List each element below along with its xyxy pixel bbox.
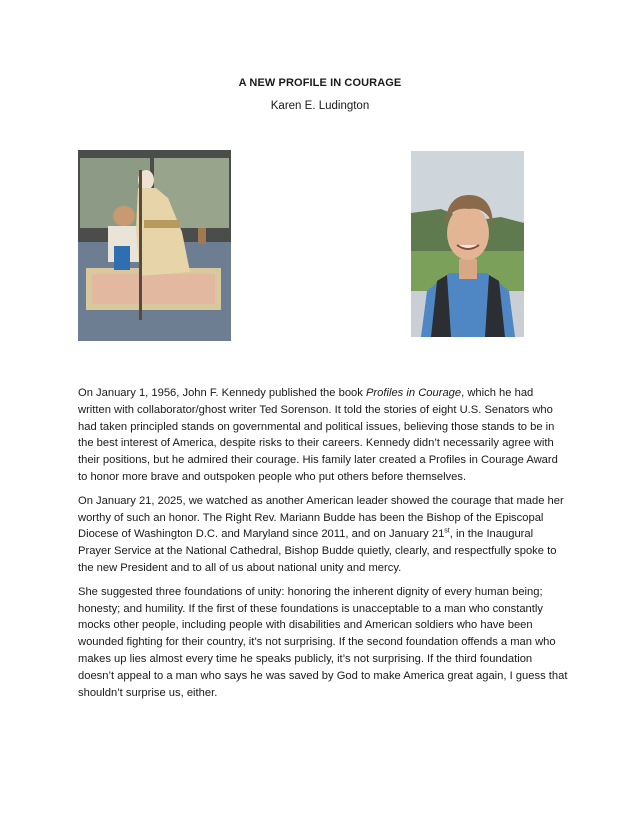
bishop-with-child-photo [78,150,231,341]
ordinal-superscript: st [444,527,450,535]
paragraph-3: She suggested three foundations of unity: honoring the inherent dignity of every human being; honesty; and humility. If the first of these foundations is unacceptable to a man who constantly mocks other people, including people with disabilities and American soldiers who have been wounded fighting for their country, it’s not surprising. If the second foundation offends a man who makes up lies almost every time he speaks publicly, it’s not surprising. If the third foundation doesn’t appeal to a man who says he was saved by God to make America great again, I guess that shouldn’t surprise us, either. [78,585,568,699]
book-title: Profiles in Courage [365,387,462,399]
article-title: A NEW PROFILE IN COURAGE [238,77,402,89]
paragraph-2: On January 21, 2025, we watched as another American leader showed the courage that made her worthy of such an honor. The Right Rev. Mariann Budde has been the Bishop of the Episcopal Diocese of Washington D.C. and Maryland since 2011, and on January 21st, in the Inaugural Prayer Service at the National Cathedral, Bishop Budde quietly, clearly, and respectfully spoke to the new President and to all of us about national unity and mercy. [78,494,564,574]
article-body [78,385,568,708]
portrait-photo [411,151,524,337]
article-author: Karen E. Ludington [270,100,370,112]
paragraph-1: On January 1, 1956, John F. Kennedy published the book Profiles in Courage, which he had written with collaborator/ghost writer Ted Sorenson. It told the stories of eight U.S. Senators who had taken principled stands on governmental and political issues, believing those stands to be in the best interest of America, despite risks to their careers. Kennedy didn’t necessarily agree with their positions, but he admired their courage. His family later created a Profiles in Courage Award to honor more brave and outspoken people who put others before themselves. [78,387,558,483]
